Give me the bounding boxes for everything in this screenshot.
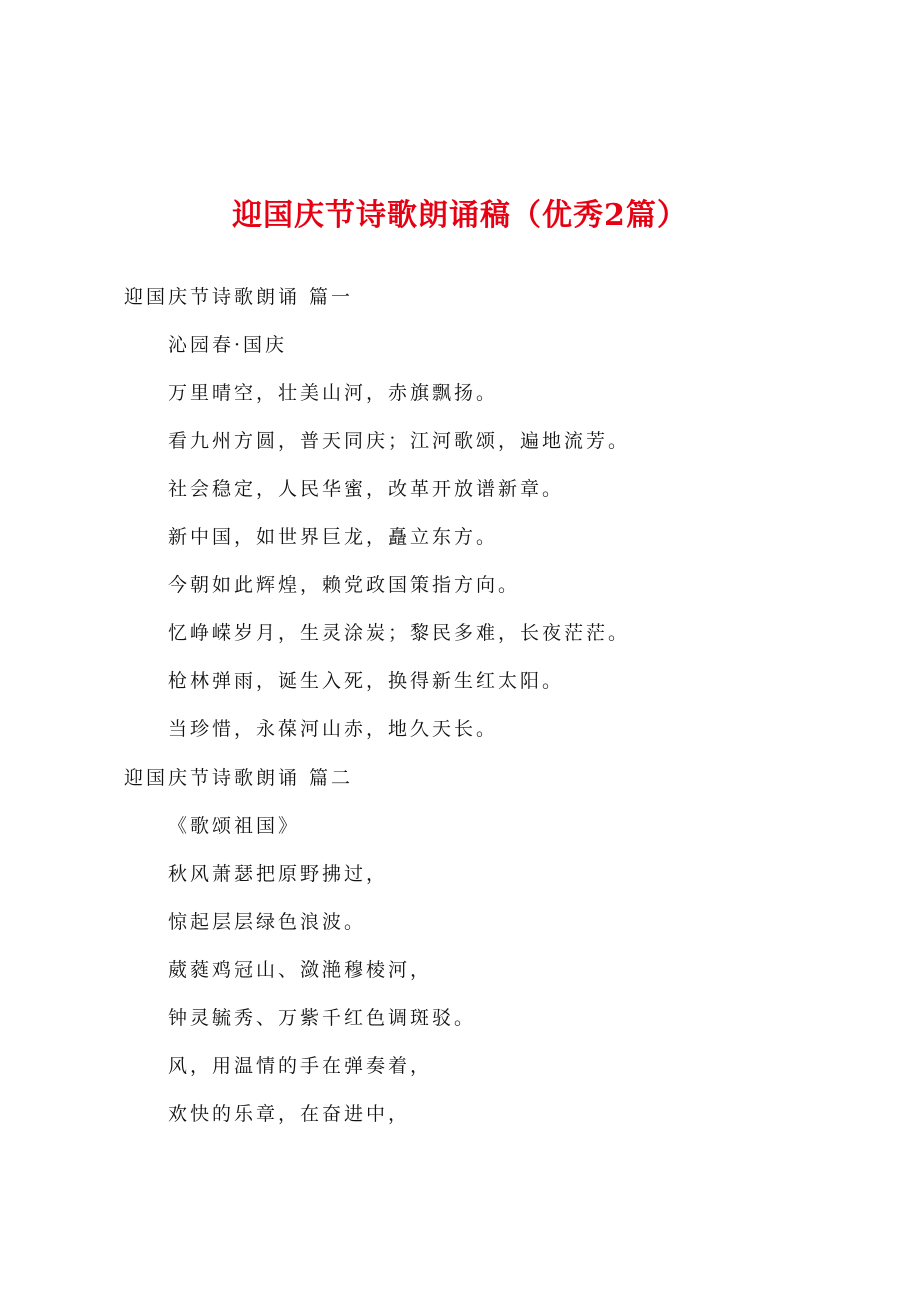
poem-line: 葳蕤鸡冠山、潋滟穆棱河， (168, 959, 433, 981)
poem-title-2: 《歌颂祖国》 (168, 815, 301, 837)
poem-line: 枪林弹雨，诞生入死，换得新生红太阳。 (168, 670, 565, 692)
poem-line: 社会稳定，人民华蜜，改革开放谱新章。 (168, 478, 565, 500)
poem-title-1: 沁园春·国庆 (168, 334, 288, 356)
document-title: 迎国庆节诗歌朗诵稿（优秀2篇） (232, 198, 688, 233)
poem-line: 新中国，如世界巨龙，矗立东方。 (168, 526, 499, 548)
poem-line: 当珍惜，永葆河山赤，地久天长。 (168, 718, 499, 740)
poem-line: 忆峥嵘岁月，生灵涂炭；黎民多难，长夜茫茫。 (168, 622, 631, 644)
poem-line: 万里晴空，壮美山河，赤旗飘扬。 (168, 382, 499, 404)
poem-line: 秋风萧瑟把原野拂过， (168, 863, 389, 885)
section-heading-2: 迎国庆节诗歌朗诵 篇二 (124, 767, 354, 789)
poem-line: 看九州方圆，普天同庆；江河歌颂，遍地流芳。 (168, 430, 631, 452)
poem-line: 惊起层层绿色浪波。 (168, 911, 367, 933)
poem-line: 风，用温情的手在弹奏着， (168, 1055, 433, 1077)
poem-line: 欢快的乐章，在奋进中， (168, 1103, 411, 1125)
poem-line: 钟灵毓秀、万紫千红色调斑驳。 (168, 1007, 477, 1029)
poem-line: 今朝如此辉煌，赖党政国策指方向。 (168, 574, 521, 596)
section-heading-1: 迎国庆节诗歌朗诵 篇一 (124, 286, 354, 308)
